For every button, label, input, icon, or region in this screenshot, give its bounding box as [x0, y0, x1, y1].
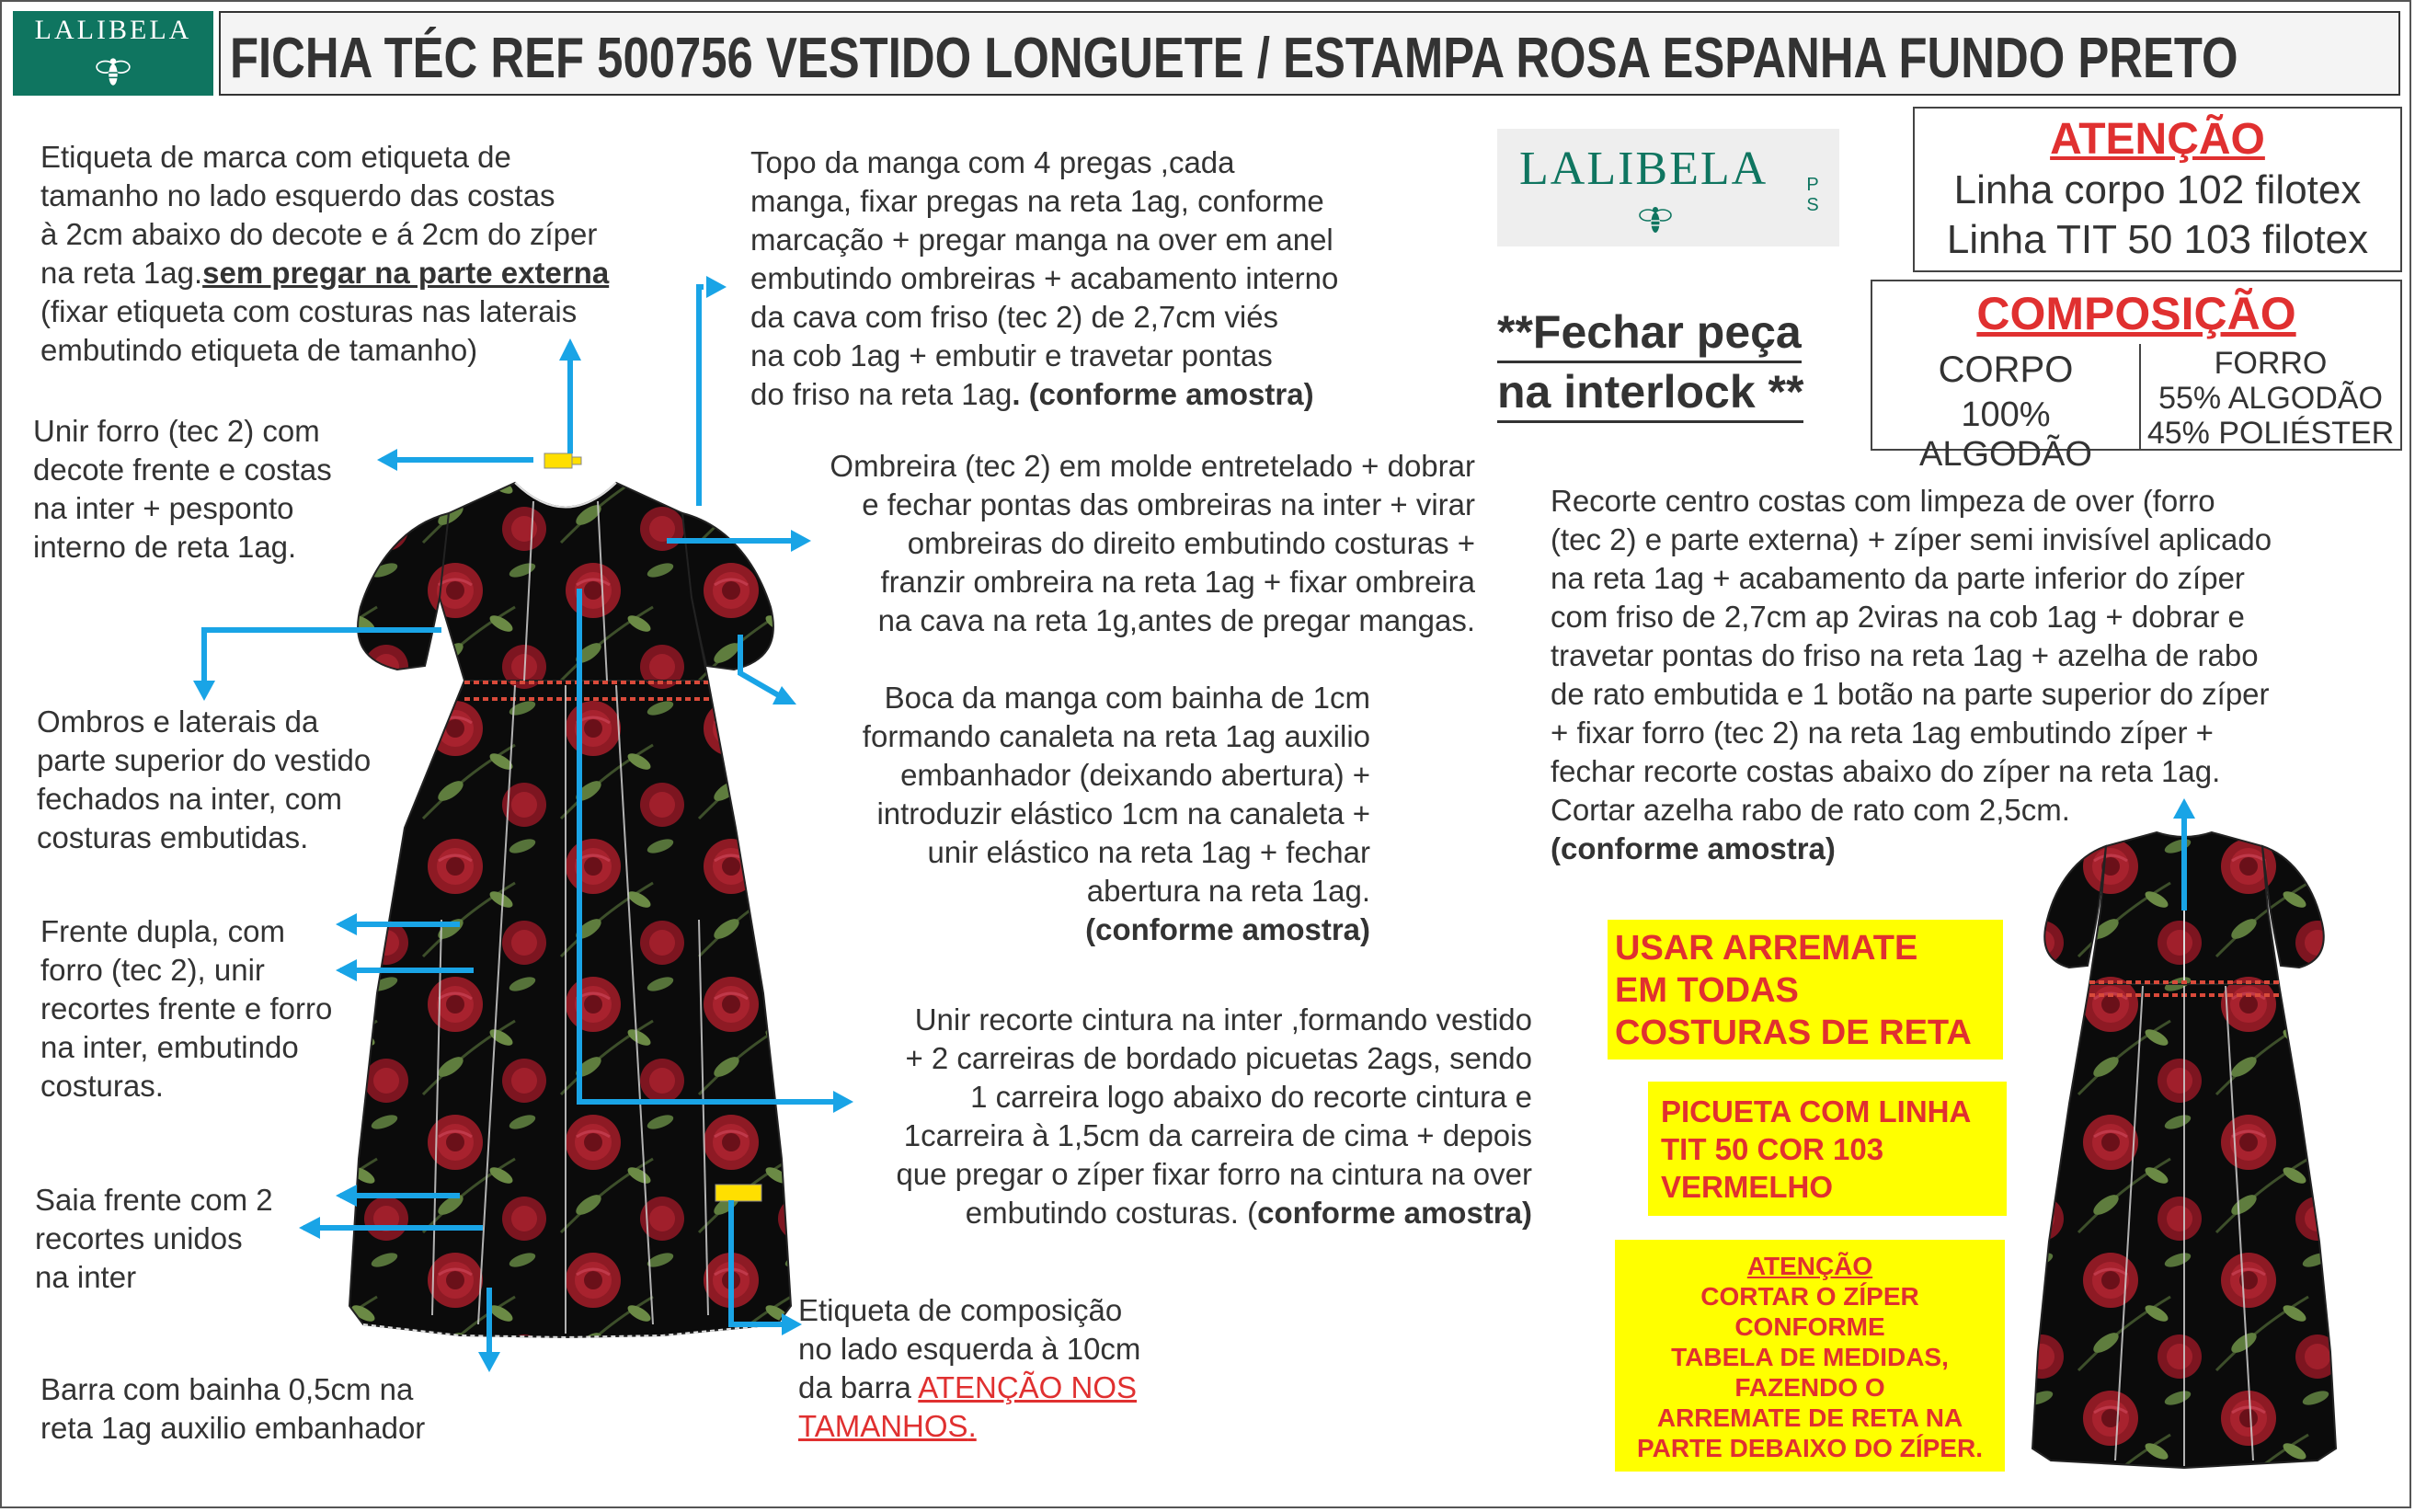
note-shoulders: Ombros e laterais da parte superior do vestido fechados na inter, com costuras embutidas. [37, 704, 372, 854]
zipper-cut-note: ATENÇÃO CORTAR O ZÍPER CONFORME TABELA DE MEDIDAS, FAZENDO O ARREMATE DE RETA NA PARTE DEBAIXO DO ZÍPER. [1615, 1240, 2005, 1472]
composition-label-tag [715, 1185, 761, 1201]
note-back-seam-zipper: Recorte centro costas com limpeza de over (forro (tec 2) e parte externa) + zíper semi invisível aplicado na reta 1ag + acabamento da parte inferior do zíper com friso de 2,7cm ap 2viras na cob 1ag + dobrar e travetar pontas do friso na reta 1ag + azelha de rabo de rato embutida e 1 botão na parte superior do zíper + fixar forro (tec 2) na reta 1ag embutindo zíper + fechar recorte costas abaixo do zíper na reta 1ag. Cortar azelha rabo de rato com 2,5cm. (conforme amostra) [1551, 484, 2272, 865]
interlock-note: **Fechar peça na interlock ** [1497, 304, 1803, 423]
composition-box: COMPOSIÇÃO CORPO 100% ALGODÃO FORRO 55% ALGODÃO 45% POLIÉSTER [1871, 280, 2402, 451]
page-title: FICHA TÉC REF 500756 VESTIDO LONGUETE / ESTAMPA ROSA ESPANHA FUNDO PRETO [230, 27, 2238, 90]
note-shoulder-pad: Ombreira (tec 2) em molde entretelado + dobrar e fechar pontas das ombreiras na inter + virar ombreiras do direito embutindo costuras + franzir ombreira na reta 1ag + fixar ombreira na cava na reta 1g,antes de pregar mangas. [830, 449, 1475, 637]
picueta-note: PICUETA COM LINHA TIT 50 COR 103 VERMELHO [1648, 1082, 2007, 1216]
bee-icon [1637, 200, 1674, 237]
brand-name: LALIBELA [34, 15, 192, 45]
note-brand-label: Etiqueta de marca com etiqueta de tamanho no lado esquerdo das costas à 2cm abaixo do decote e á 2cm do zíper na reta 1ag.sem pregar na parte externa (fixar etiqueta com costuras nas laterais embutindo etiqueta de tamanho) [40, 140, 610, 367]
note-sleeve-top: Topo da manga com 4 pregas ,cada manga, fixar pregas na reta 1ag, conforme marcação + pregar manga na over em anel embutindo ombreiras + acabamento interno da cava com friso (tec 2) de 2,7cm viés na cob 1ag + embutir e travetar pontas do friso na reta 1ag. (conforme amostra) [750, 145, 1339, 411]
note-sleeve-cuff: Boca da manga com bainha de 1cm formando canaleta na reta 1ag auxilio embanhador (deixando abertura) + introduzir elástico 1cm na canaleta + unir elástico na reta 1ag + fechar abertura na reta 1ag. (conforme amostra) [862, 681, 1370, 946]
brand-label-tag [544, 453, 572, 468]
dress-back [2032, 832, 2336, 1468]
dress-front [349, 453, 791, 1337]
note-waist-seam: Unir recorte cintura na inter ,formando vestido + 2 carreiras de bordado picuetas 2ags, sendo 1 carreira logo abaixo do recorte cintura e 1carreira à 1,5cm da carreira de cima + depois que pregar o zíper fixar forro na cintura na over embutindo costuras. (conforme amostra) [896, 1002, 1532, 1230]
note-lining-neckline: Unir forro (tec 2) com decote frente e costas na inter + pesponto interno de reta 1ag. [33, 414, 332, 564]
attention-box: ATENÇÃO Linha corpo 102 filotex Linha TIT 50 103 filotex [1913, 107, 2402, 272]
brand-logo-secondary: LALIBELA P S [1497, 129, 1839, 246]
note-composition-label: Etiqueta de composição no lado esquerda à 10cm da barra ATENÇÃO NOS TAMANHOS. [798, 1293, 1141, 1443]
note-double-front: Frente dupla, com forro (tec 2), unir recortes frente e forro na inter, embutindo costuras. [40, 914, 333, 1103]
note-skirt: Saia frente com 2 recortes unidos na inter [35, 1183, 273, 1294]
note-hem: Barra com bainha 0,5cm na reta 1ag auxilio embanhador [40, 1372, 426, 1445]
finishing-note: USAR ARREMATE EM TODAS COSTURAS DE RETA [1608, 920, 2003, 1060]
